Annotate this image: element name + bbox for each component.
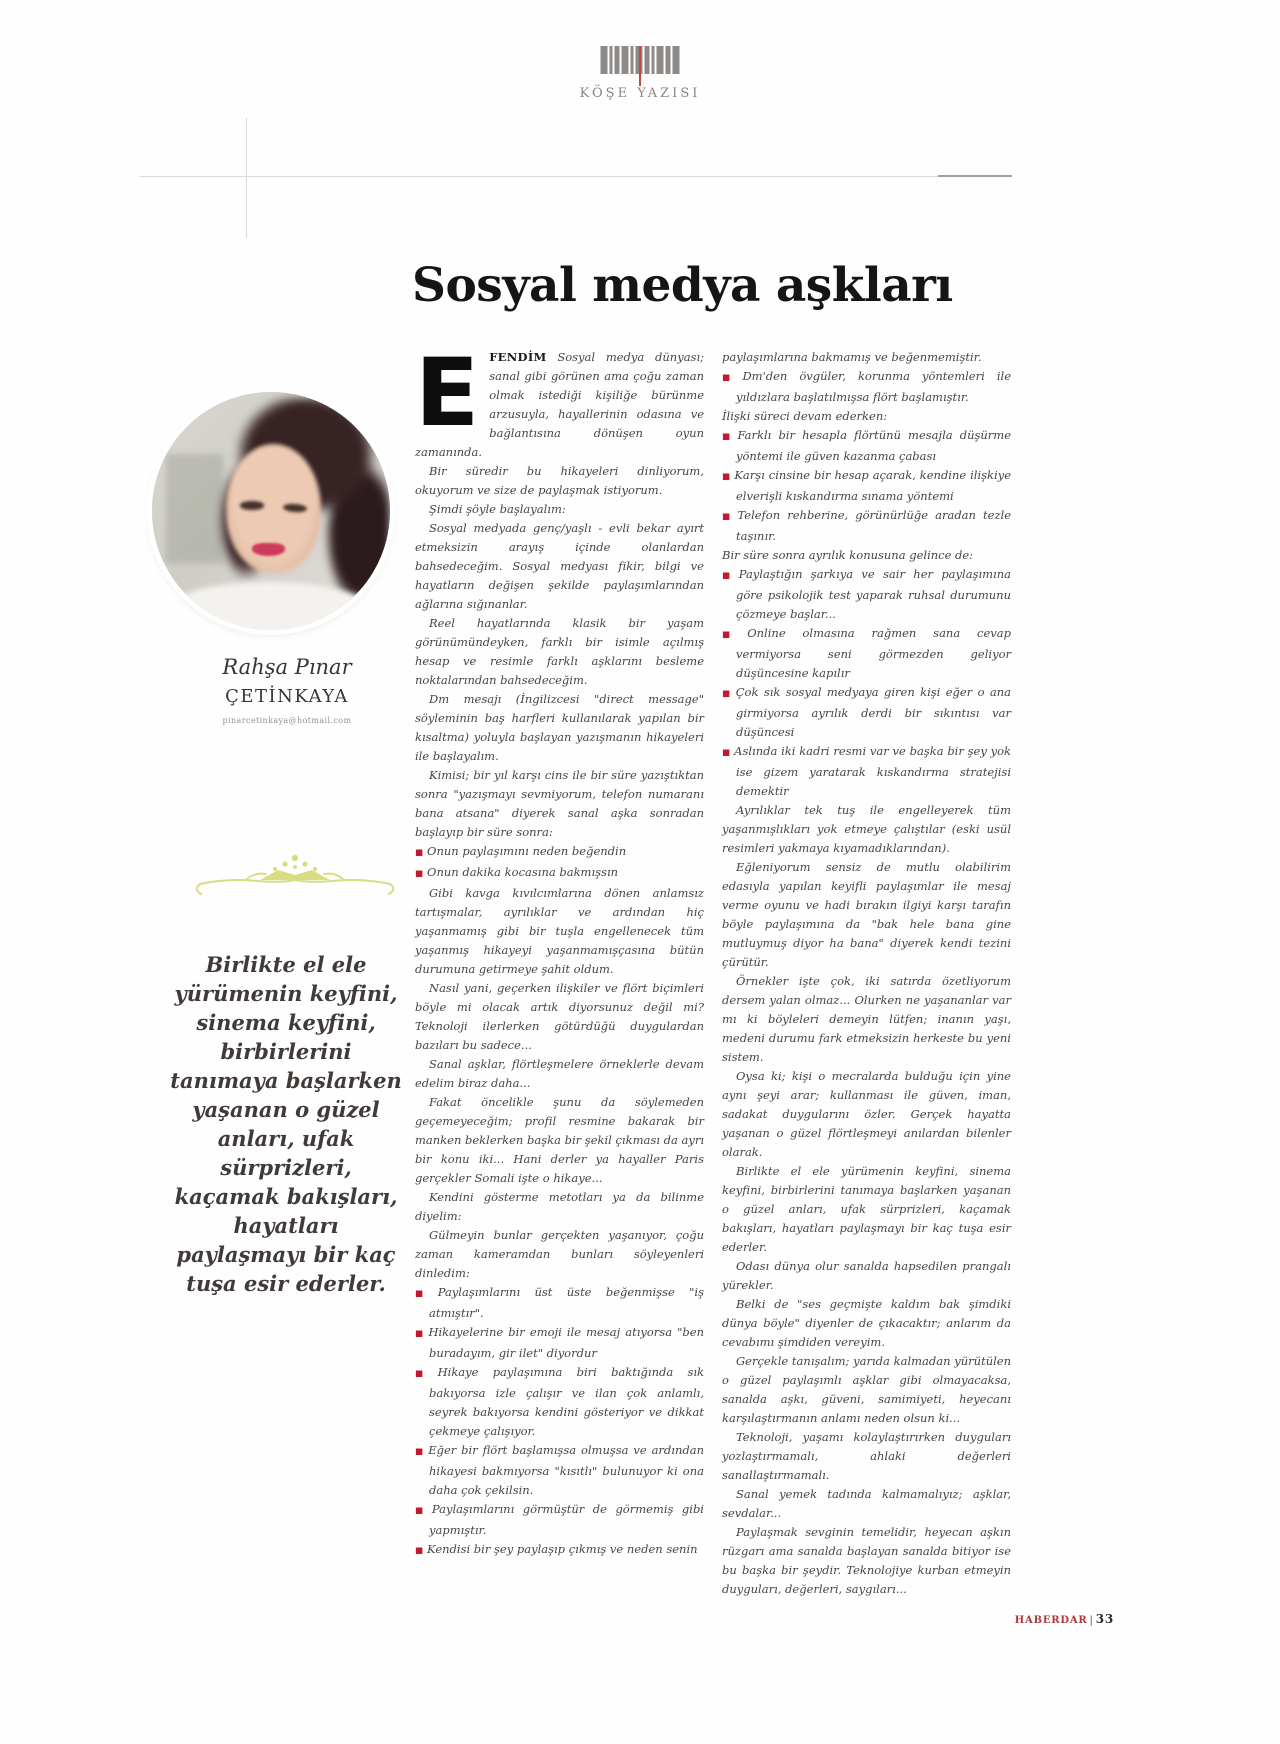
bullet-square-icon: ■ <box>415 1289 434 1299</box>
paragraph: paylaşımlarına bakmamış ve beğenmemiştir. <box>722 350 982 364</box>
bullet-square-icon: ■ <box>722 689 732 699</box>
barcode-bar <box>673 46 680 74</box>
barcode-bar <box>622 46 629 74</box>
bullet-text: Hikayelerine bir emoji ile mesaj atıyorsa "ben buradayım, gir ilet" diyordur <box>428 1325 704 1360</box>
bullet-text: Onun paylaşımını neden beğendin <box>427 844 627 858</box>
bullet-item <box>722 565 1011 624</box>
bullet-square-icon: ■ <box>415 869 424 879</box>
magazine-name: HABERDAR <box>1014 1615 1088 1626</box>
pull-quote: Birlikte el ele yürümenin keyfini, sinema keyfini, birbirlerini tanımaya başlarken yaşanan o güzel anları, ufak sürprizleri, kaçamak bakışları, hayatları paylaşmayı bir kaç tuşa esir ederler. <box>170 952 402 1296</box>
paragraph: Örnekler işte çok, iki satırda özetliyorum dersem yalan olmaz... Olurken ne yaşananlar var mı ki böyleleri demeyin lütfen; inanın yaşı, medeni durumu fark etmeksizin herkeste bu yeni sistem. <box>722 974 1011 1064</box>
bullet-square-icon: ■ <box>722 432 734 442</box>
bullet-item <box>722 466 1011 506</box>
bullet-item <box>415 1540 704 1561</box>
body-column-2 <box>722 348 1011 1599</box>
lead-paragraph <box>415 339 704 462</box>
barcode-bar <box>652 46 655 74</box>
paragraph: Sosyal medyada genç/yaşlı - evli bekar ayırt etmeksizin arayış içinde olanlardan bahsedeceğim. Sosyal medyası fikir, bilgi ve hayatların değişen şekilde paylaşımlarından ağlarına sığınanlar. <box>415 521 704 611</box>
bullet-square-icon: ■ <box>722 748 731 758</box>
article-title: Sosyal medya aşkları <box>412 258 953 313</box>
paragraph: Odası dünya olur sanalda hapsedilen prangalı yürekler. <box>722 1259 1011 1292</box>
paragraph: Gülmeyin bunlar gerçekten yaşanıyor, çoğu zaman kameramdan bunları söyleyenleri dinledim: <box>415 1228 704 1280</box>
paragraph: Paylaşmak sevginin temelidir, heyecan aşkın rüzgarı ama sanalda başlayan sanalda bitiyor ise bu başka bir şeydir. Teknolojiye kurban etmeyin duyguları, değerleri, saygıları... <box>722 1525 1011 1596</box>
bullet-item <box>722 742 1011 801</box>
photo-eye <box>240 501 264 509</box>
bullet-item <box>722 506 1011 546</box>
bullet-text: Aslında iki kadri resmi var ve başka bir şey yok ise gizem yaratarak kıskandırma stratejisi demektir <box>734 744 1011 798</box>
bullet-text: Kendisi bir şey paylaşıp çıkmış ve neden senin <box>427 1542 698 1556</box>
bullet-square-icon: ■ <box>722 373 739 383</box>
bullet-item <box>722 426 1011 466</box>
bullet-square-icon: ■ <box>722 630 744 640</box>
bullet-item <box>415 1283 704 1323</box>
paragraph: Şimdi şöyle başlayalım: <box>429 502 566 516</box>
bullet-square-icon: ■ <box>415 848 424 858</box>
bullet-item <box>415 1363 704 1441</box>
barcode-bar <box>601 46 608 74</box>
paragraph: Ayrılıklar tek tuş ile engelleyerek tüm yaşanmışlıkları yok etmeye çalıştılar (eski usül resimleri yakmaya kıyamadıklarından). <box>722 803 1011 855</box>
bullet-text: Paylaşımlarını üst üste beğenmişse "iş atmıştır". <box>429 1285 704 1320</box>
barcode-bar <box>631 46 634 74</box>
paragraph: Eğleniyorum sensiz de mutlu olabilirim edasıyla yapılan keyifli paylaşımlar ile mesaj verme oyunu ve hadi bırakın ilgiyi karşı tarafın böyle paylaşımına da "bak hele bana gine mutluymuş diyor ha bana" diyerek kendi tezini çürütür. <box>722 860 1011 969</box>
paragraph: Teknoloji, yaşamı kolaylaştırırken duyguları yozlaştırmamalı, ahlaki değerleri sanallaştırmamalı. <box>722 1430 1011 1482</box>
bullet-item <box>722 367 1011 407</box>
bullet-square-icon: ■ <box>415 1329 425 1339</box>
column-2-items <box>722 348 1011 1599</box>
bullet-text: Eğer bir flört başlamışsa olmuşsa ve ardından hikayesi bakmıyorsa "kısıtlı" bulunuyor ki ona daha çok çekilsin. <box>428 1443 704 1497</box>
bullet-item <box>415 1500 704 1540</box>
bullet-text: Online olmasına rağmen sana cevap vermiyorsa seni görmezden geliyor düşüncesine kapılır <box>736 626 1011 680</box>
barcode-red-line-icon <box>639 46 641 86</box>
bullet-text: Hikaye paylaşımına biri baktığında sık bakıyorsa izle çalışır ve ilan çok anlamlı, seyrek bakıyorsa kendini gösteriyor ve dikkat çekmeye çalışıyor. <box>429 1365 705 1438</box>
bullet-text: Telefon rehberine, görünürlüğe aradan tezle taşınır. <box>736 508 1012 543</box>
author-surname: ÇETİNKAYA <box>225 686 349 707</box>
bullet-item <box>722 683 1011 742</box>
paragraph: İlişki süreci devam ederken: <box>722 409 888 423</box>
author-byline <box>162 652 412 725</box>
bullet-text: Paylaştığın şarkıya ve sair her paylaşımına göre psikolojik test yaparak ruhsal durumunu çözmeye başlar... <box>736 567 1011 621</box>
paragraph: Belki de "ses geçmişte kaldım bak şimdiki dünya böyle" diyenler de çıkacaktır; anlarım da cevabımı şimdiden vereyim. <box>722 1297 1011 1349</box>
bullet-square-icon: ■ <box>415 1506 428 1516</box>
bullet-text: Onun dakika kocasına bakmışsın <box>427 865 619 879</box>
barcode-bar <box>615 46 620 74</box>
bullet-text: Karşı cinsine bir hesap açarak, kendine ilişkiye elverişli kıskandırma sınama yöntemi <box>734 468 1012 503</box>
section-kicker: KÖŞE YAZISI <box>579 86 701 101</box>
barcode-bar <box>610 46 613 74</box>
paragraph: Sanal yemek tadında kalmamalıyız; aşklar, sevdalar... <box>722 1487 1011 1520</box>
paragraph: Kimisi; bir yıl karşı cins ile bir süre yazıştıktan sonra "yazışmayı sevmiyorum, telefon numaranı bana atsana" diyerek sanal aşka sonradan başlayıp bir süre sonra: <box>415 768 704 839</box>
paragraph: Birlikte el ele yürümenin keyfini, sinema keyfini, birbirlerini tanımaya başlarken yaşanan o güzel anları, ufak sürprizleri, kaçamak bakışları, hayatları paylaşmayı bir kaç tuşa esir ederler. <box>722 1164 1011 1254</box>
divider-line-vertical <box>246 118 247 238</box>
bullet-item <box>415 842 704 863</box>
barcode-bar <box>666 46 671 74</box>
paragraph: Reel hayatlarında klasik bir yaşam görünümündeyken, farklı bir isimle açılmış hesap ve resimle farklı aşklarını besleme noktalarından bahsedeceğim. <box>415 616 704 687</box>
barcode-bar <box>657 46 664 74</box>
paragraph: Fakat öncelikle şunu da söylemeden geçemeyeceğim; profil resmine bakarak bir manken beklerken başka bir şekil çıkması da ayrı bir konu iki... Hani derler ya hayaller Paris gerçekler Somali işte o hikaye... <box>415 1095 704 1185</box>
paragraph: Oysa ki; kişi o mecralarda bulduğu için yine aynı şeyi arar; kullanması ile güven, iman, sadakat duygularını özler. Gerçek hayatta yaşanan o güzel flörtleşmeyi anılardan bilenler olarak. <box>722 1069 1011 1159</box>
paragraph: Gibi kavga kıvılcımlarına dönen anlamsız tartışmalar, ayrılıklar ve ardından hiç yaşanmamış gibi bir tuşla engellenecek tüm yaşanmış hikayeyi yaşanmamışçasına bütün durumuna getirmeye şahit oldum. <box>415 886 704 976</box>
paragraph: Kendini gösterme metotları ya da bilinme diyelim: <box>415 1190 704 1223</box>
divider-line-horizontal <box>140 176 1012 177</box>
bullet-text: Dm'den övgüler, korunma yöntemleri ile yıldızlara başlatılmışsa flört başlamıştır. <box>736 369 1011 404</box>
footer-separator: | <box>1089 1615 1094 1626</box>
bullet-item <box>415 1441 704 1500</box>
divider-line-accent <box>938 175 1012 177</box>
page-number: 33 <box>1095 1612 1114 1626</box>
bullet-square-icon: ■ <box>415 1447 425 1457</box>
paragraph: Nasıl yani, geçerken ilişkiler ve flört biçimleri böyle mi olacak artık diyorsunuz değil mi? Teknoloji ilerlerken götürdüğü duygulardan bazıları bu sadece... <box>415 981 704 1052</box>
bullet-item <box>415 1323 704 1363</box>
paragraph: Gerçekle tanışalım; yarıda kalmadan yürütülen o güzel paylaşımlı aşklar gibi olmayacaksa, sanalda aşkı, güveni, samimiyeti, heyecanı karşılaştırmanın anlamı neden olsun ki... <box>722 1354 1011 1425</box>
author-email: pinarcetinkaya@hotmail.com <box>222 716 352 725</box>
bullet-text: Farklı bir hesapla flörtünü mesajla düşürme yöntemi ile güven kazanma çabası <box>736 428 1011 463</box>
page-footer <box>1015 1612 1114 1626</box>
drop-cap: E <box>415 339 480 448</box>
body-column-1 <box>415 339 705 1561</box>
bullet-square-icon: ■ <box>722 571 735 581</box>
barcode-bar <box>645 46 650 74</box>
column-1-items <box>415 462 704 1561</box>
author-photo <box>152 392 390 630</box>
bullet-text: Çok sık sosyal medyaya giren kişi eğer o ana girmiyorsa ayrılık derdi bir sıkıntısı var düşüncesi <box>735 685 1011 739</box>
paragraph: Bir süre sonra ayrılık konusuna gelince de: <box>722 548 974 562</box>
paragraph: Dm mesajı (İngilizcesi "direct message" söyleminin baş harfleri kullanılarak yapılan bir kısaltma) yoluyla başlayan yazışmanın hikayeleri ile başlayalım. <box>415 692 704 763</box>
bullet-text: Paylaşımlarını görmüştür de görmemiş gibi yapmıştır. <box>429 1502 704 1537</box>
paragraph: Bir süredir bu hikayeleri dinliyorum, okuyorum ve size de paylaşmak istiyorum. <box>415 464 704 497</box>
bullet-square-icon: ■ <box>415 1369 434 1379</box>
bullet-item <box>415 863 704 884</box>
lead-text: Sosyal medya dünyası; sanal gibi görünen ama çoğu zaman olmak istediği kişiliğe bürünme arzusuyla, hayallerinin odasına ve bağlantısına dönüşen oyun zamanında. <box>415 350 704 459</box>
author-name: Rahşa Pınar <box>222 655 352 679</box>
bullet-square-icon: ■ <box>722 512 734 522</box>
bullet-item <box>722 624 1011 683</box>
ornament-flourish-icon <box>188 836 402 900</box>
lead-word: FENDİM <box>489 350 547 364</box>
bullet-square-icon: ■ <box>415 1546 424 1556</box>
paragraph: Sanal aşklar, flörtleşmelere örneklerle devam edelim biraz daha... <box>415 1057 704 1090</box>
bullet-square-icon: ■ <box>722 472 731 482</box>
